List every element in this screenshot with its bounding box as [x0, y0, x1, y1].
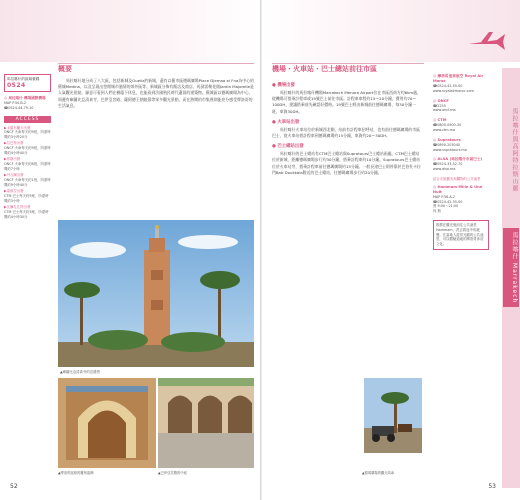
contact-line: www.oncf.ma [433, 108, 456, 113]
photo-caption: ▲巴伊亞宮殿的中庭 [158, 471, 187, 475]
access-item-text: CTM 巴士每天約9班，所需時間約3小時 [4, 193, 49, 203]
area-code-box [4, 74, 51, 92]
chapter-tab-active: 馬拉喀什 Marrakech [503, 228, 519, 307]
page-number: 53 [488, 483, 496, 490]
section-text: 馬拉喀什火車站位於新城西北側，站前有計程車招呼站，也有前往德瑪廣場的市區巴士，從火車站搭計程車到德瑪廣場約15分鐘，車資約20～30DH。 [272, 126, 421, 139]
section-title: 概要 [58, 65, 72, 73]
contact-title: ◎ ALSA (馬拉喀什市區巴士) [433, 157, 483, 162]
contact-item [433, 138, 489, 153]
section-rule [58, 63, 254, 64]
info-sidebar [4, 74, 51, 221]
transport-column [272, 78, 422, 176]
carriage-photo [364, 378, 422, 453]
contact-title: ◎ ONCF [433, 98, 449, 103]
page-number: 52 [10, 483, 18, 490]
contact-line: ☎0800-0900-30 [433, 123, 462, 128]
palace-photo [158, 378, 254, 468]
access-item-head: ▶瓦爾扎扎特出發 [4, 205, 31, 210]
photo-caption: ▲德瑪廣場的觀光馬車 [362, 471, 395, 475]
access-item-head: ▶索維拉出發 [4, 189, 24, 194]
section-heading: ● 巴士總站出發 [272, 144, 304, 150]
contact-line: ☎0890-203040 [433, 142, 461, 147]
access-item [4, 189, 51, 203]
access-item [4, 173, 51, 187]
hammam-note: 推薦在觀光後前往公共澡堂Hammam，洗去旅途中的疲憊。在當地人經常光顧的公共澡堂，可以體驗道地的摩洛哥沐浴文化。 [433, 220, 489, 250]
contact-line: ☎2255 [433, 103, 446, 108]
airport-info-line: MAP P.50-B-2 [4, 101, 27, 105]
access-item-text: ONCF 火車每天約8班，所需時間約7小時 [4, 162, 51, 171]
hammam-highlight: 結合市區觀光與購物的公共澡堂 [433, 176, 481, 181]
contact-line: ☎0524-42-55-00 [433, 84, 463, 88]
carriage-illustration [364, 378, 422, 453]
access-item-head: ▶卡薩布蘭卡出發 [4, 125, 31, 130]
airport-info-title: ◎ 馬拉喀什 機場國際機場 [4, 96, 46, 100]
chapter-tab-strip [502, 68, 520, 488]
contact-item [433, 157, 489, 172]
koutoubia-illustration [58, 220, 254, 367]
access-item-head: ▶拉巴特出發 [4, 141, 24, 146]
palace-illustration [158, 378, 254, 468]
photo-caption: ▲庫圖比亞清真寺的宣禮塔 [60, 370, 100, 374]
contact-line: ☎0524-33-52-70 [433, 162, 463, 167]
hammam-line: MAP P.56-A-2 [433, 194, 456, 199]
contact-line: www.ctm.ma [433, 127, 456, 132]
contact-line: www.alsa.ma [433, 167, 456, 172]
section-text: 馬拉喀什的巴士總站有CTM巴士總站與Supratours巴士總站兩處。CTM巴士總站位於新城，距離德瑪廣場步行約30分鐘，搭乘計程車約10分鐘。Supratours巴士總站位於火車站旁，搭乘計程車前往德瑪廣場約15分鐘。一般長途巴士則停靠於巴伯杜卡拉門Bab Doukkala附近的巴士總站，往德瑪廣場步行約20分鐘。 [272, 151, 421, 175]
contact-line: www.supratours.ma [433, 147, 467, 152]
hammam-line: 營 9:00～21:00 [433, 204, 459, 209]
contact-item [433, 74, 489, 94]
contact-title: ◎ 摩洛哥皇家航空 Royal Air Maroc [433, 74, 484, 83]
contact-title: ◎ CTM [433, 118, 447, 123]
carving-illustration [58, 378, 156, 468]
access-item [4, 157, 51, 171]
access-item [4, 126, 51, 140]
hammam-line: 休 無 [433, 209, 441, 214]
photo-caption: ▲摩洛哥風格的雕刻裝飾 [58, 471, 94, 475]
section-text: 馬拉喀什的馬拉喀什機場Marrakech Menara Airport位在市區西南方約6km處，從機場可搭乘計程車或19號巴士前往市區。計程車車程約15～20分鐘，費用約70～100DH，建議搭乘前先確認好價格。19號巴士經由新城前往德瑪廣場，每30分鐘一班，車資30DH。 [272, 90, 421, 114]
intro-paragraph: 馬拉喀什地分成了八大區，包括新城及Gueliz的新城，還有以舊市區德瑪廣場Place Djemaa el Fna為中心的舊城Medina，以及呈現出悠閒城市風情的郊外區等。新城區分佈有飯店及商店，馬邱雷勒花園Jardin Majorelle是人氣觀光景點，綠意可看到人們在樹蔭下休息，也能看到法國殖民時代遺留的建築物。舊城區以德瑪廣場為中心，周邊有庫圖比亞清真寺、巴伊亞宮殿、薩阿德王朝陵墓等眾多觀光景點，而在熱鬧的市集裡則能充分感受摩洛哥的生活氣息。 [58, 78, 254, 108]
hammam-title: ◎ Hammam Mille & Une Nuit [433, 184, 483, 194]
carving-photo [58, 378, 156, 468]
section-title: 機場・火車站・巴士總站前往市區 [272, 65, 377, 73]
access-item-text: ONCF 火車每天約9班，所需時間約3小時20分 [4, 130, 51, 140]
access-item [4, 141, 51, 155]
contact-item [433, 118, 489, 133]
access-item-head: ▶菲斯出發 [4, 157, 21, 162]
contact-item [433, 99, 489, 114]
area-code-label: 馬拉喀什的區域號碼 [7, 77, 40, 81]
access-item [4, 205, 51, 219]
access-heading: ACCESS [4, 116, 51, 123]
right-page [262, 0, 520, 500]
contact-title: ◎ Supratours [433, 137, 461, 142]
contact-line: www.royalairmaroc.com [433, 88, 474, 93]
airplane-icon [467, 30, 507, 54]
section-bus [272, 143, 422, 176]
airport-info-line: ☎0524-44-79-10 [4, 105, 34, 110]
section-heading: ● 火車站出發 [272, 119, 300, 125]
access-item-text: ONCF 火車每天約1班，所需時間約9小時40分 [4, 178, 51, 187]
section-train [272, 119, 422, 139]
koutoubia-photo [58, 220, 254, 367]
section-airport [272, 82, 422, 115]
section-heading: ● 機場出發 [272, 83, 295, 88]
hammam-info [433, 185, 489, 214]
access-item-text: ONCF 火車每天約9班，所需時間約4小時40分 [4, 146, 51, 156]
area-code-number: 0524 [7, 82, 26, 89]
hammam-line: ☎0524-42-55-00 [433, 199, 463, 204]
access-item-head: ▶丹吉爾出發 [4, 173, 24, 178]
chapter-tab: 馬拉喀什與高阿特拉斯山脈 [511, 108, 518, 192]
page-header-band [0, 0, 262, 62]
access-item-text: CTM 巴士每天約3班，所需時間約4小時30分 [4, 209, 49, 219]
contact-sidebar [433, 74, 489, 250]
